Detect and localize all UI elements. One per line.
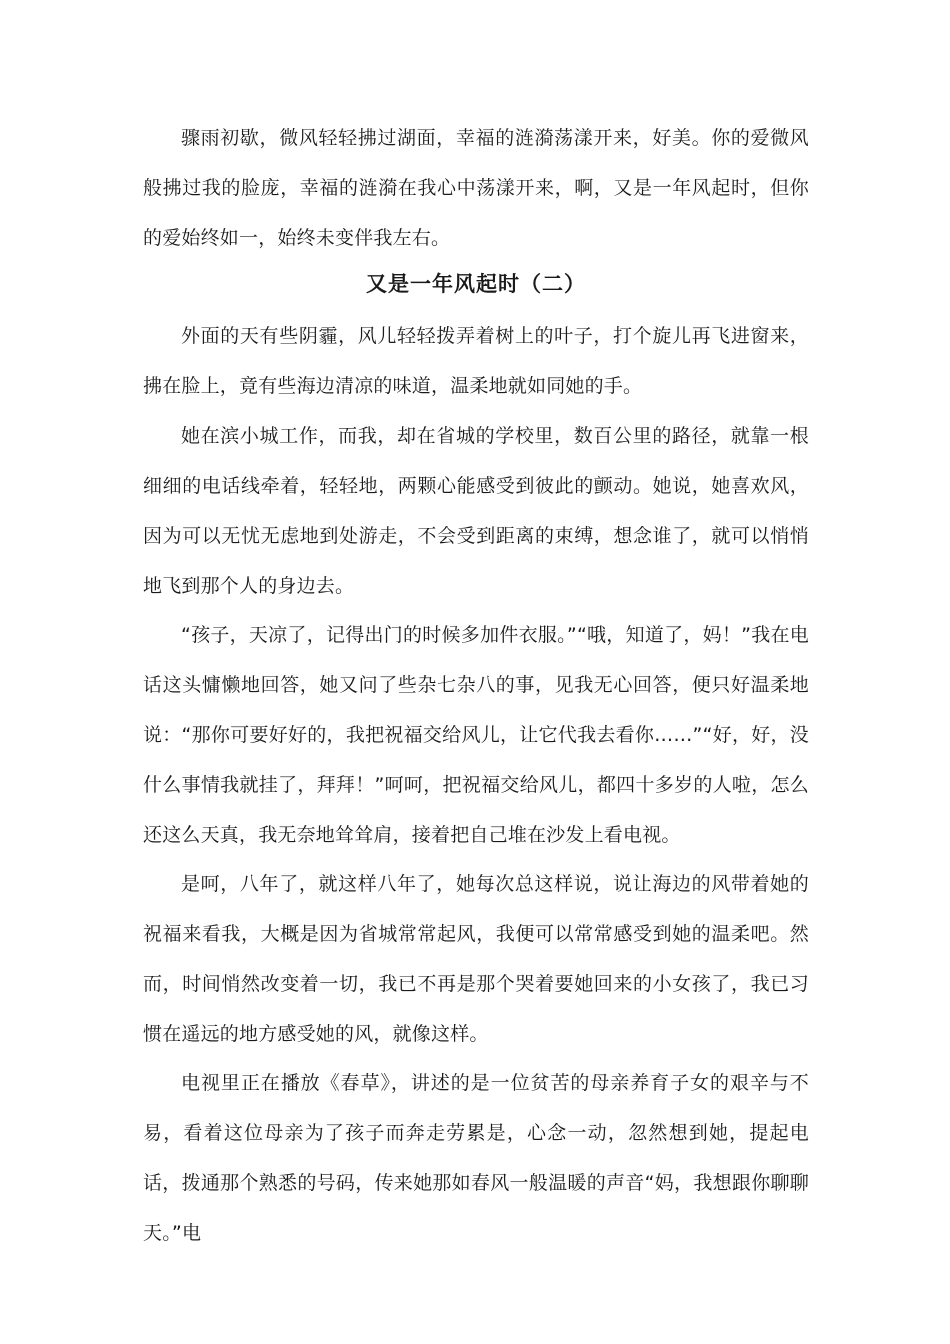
paragraph-6: 电视里正在播放《春草》，讲述的是一位贫苦的母亲养育子女的艰辛与不易，看着这位母亲为了孩子而奔走劳累是，心念一动，忽然想到她，提起电话，拨通那个熟悉的号码，传来她那如春风一般温暖的声音“妈，我想跟你聊聊天。”电 bbox=[143, 1072, 809, 1244]
paragraph-3: 她在滨小城工作，而我，却在省城的学校里，数百公里的路径，就靠一根细细的电话线牵着，轻轻地，两颗心能感受到彼此的颤动。她说，她喜欢风，因为可以无忧无虑地到处游走，不会受到距离的束缚，想念谁了，就可以悄悄地飞到那个人的身边去。 bbox=[143, 425, 809, 597]
paragraph-4: “孩子，天凉了，记得出门的时候多加件衣服。”“哦，知道了，妈！”我在电话这头慵懒地回答，她又问了些杂七杂八的事，见我无心回答，便只好温柔地说：“那你可要好好的，我把祝福交给风儿，让它代我去看你……”“好，好，没什么事情我就挂了，拜拜！”呵呵，把祝福交给风儿，都四十多岁的人啦，怎么还这么天真，我无奈地耸耸肩，接着把自己堆在沙发上看电视。 bbox=[143, 624, 809, 846]
paragraph-2: 外面的天有些阴霾，风儿轻轻拨弄着树上的叶子，打个旋儿再飞进窗来，拂在脸上，竟有些海边清凉的味道，温柔地就如同她的手。 bbox=[143, 325, 809, 397]
section-title: 又是一年风起时（二） bbox=[366, 271, 586, 296]
paragraph-1: 骤雨初歇，微风轻轻拂过湖面，幸福的涟漪荡漾开来，好美。你的爱微风般拂过我的脸庞，幸福的涟漪在我心中荡漾开来，啊，又是一年风起时，但你的爱始终如一，始终未变伴我左右。 bbox=[143, 127, 809, 249]
paragraph-5: 是呵，八年了，就这样八年了，她每次总这样说，说让海边的风带着她的祝福来看我，大概是因为省城常常起风，我便可以常常感受到她的温柔吧。然而，时间悄然改变着一切，我已不再是那个哭着要她回来的小女孩了，我已习惯在遥远的地方感受她的风，就像这样。 bbox=[143, 873, 809, 1045]
